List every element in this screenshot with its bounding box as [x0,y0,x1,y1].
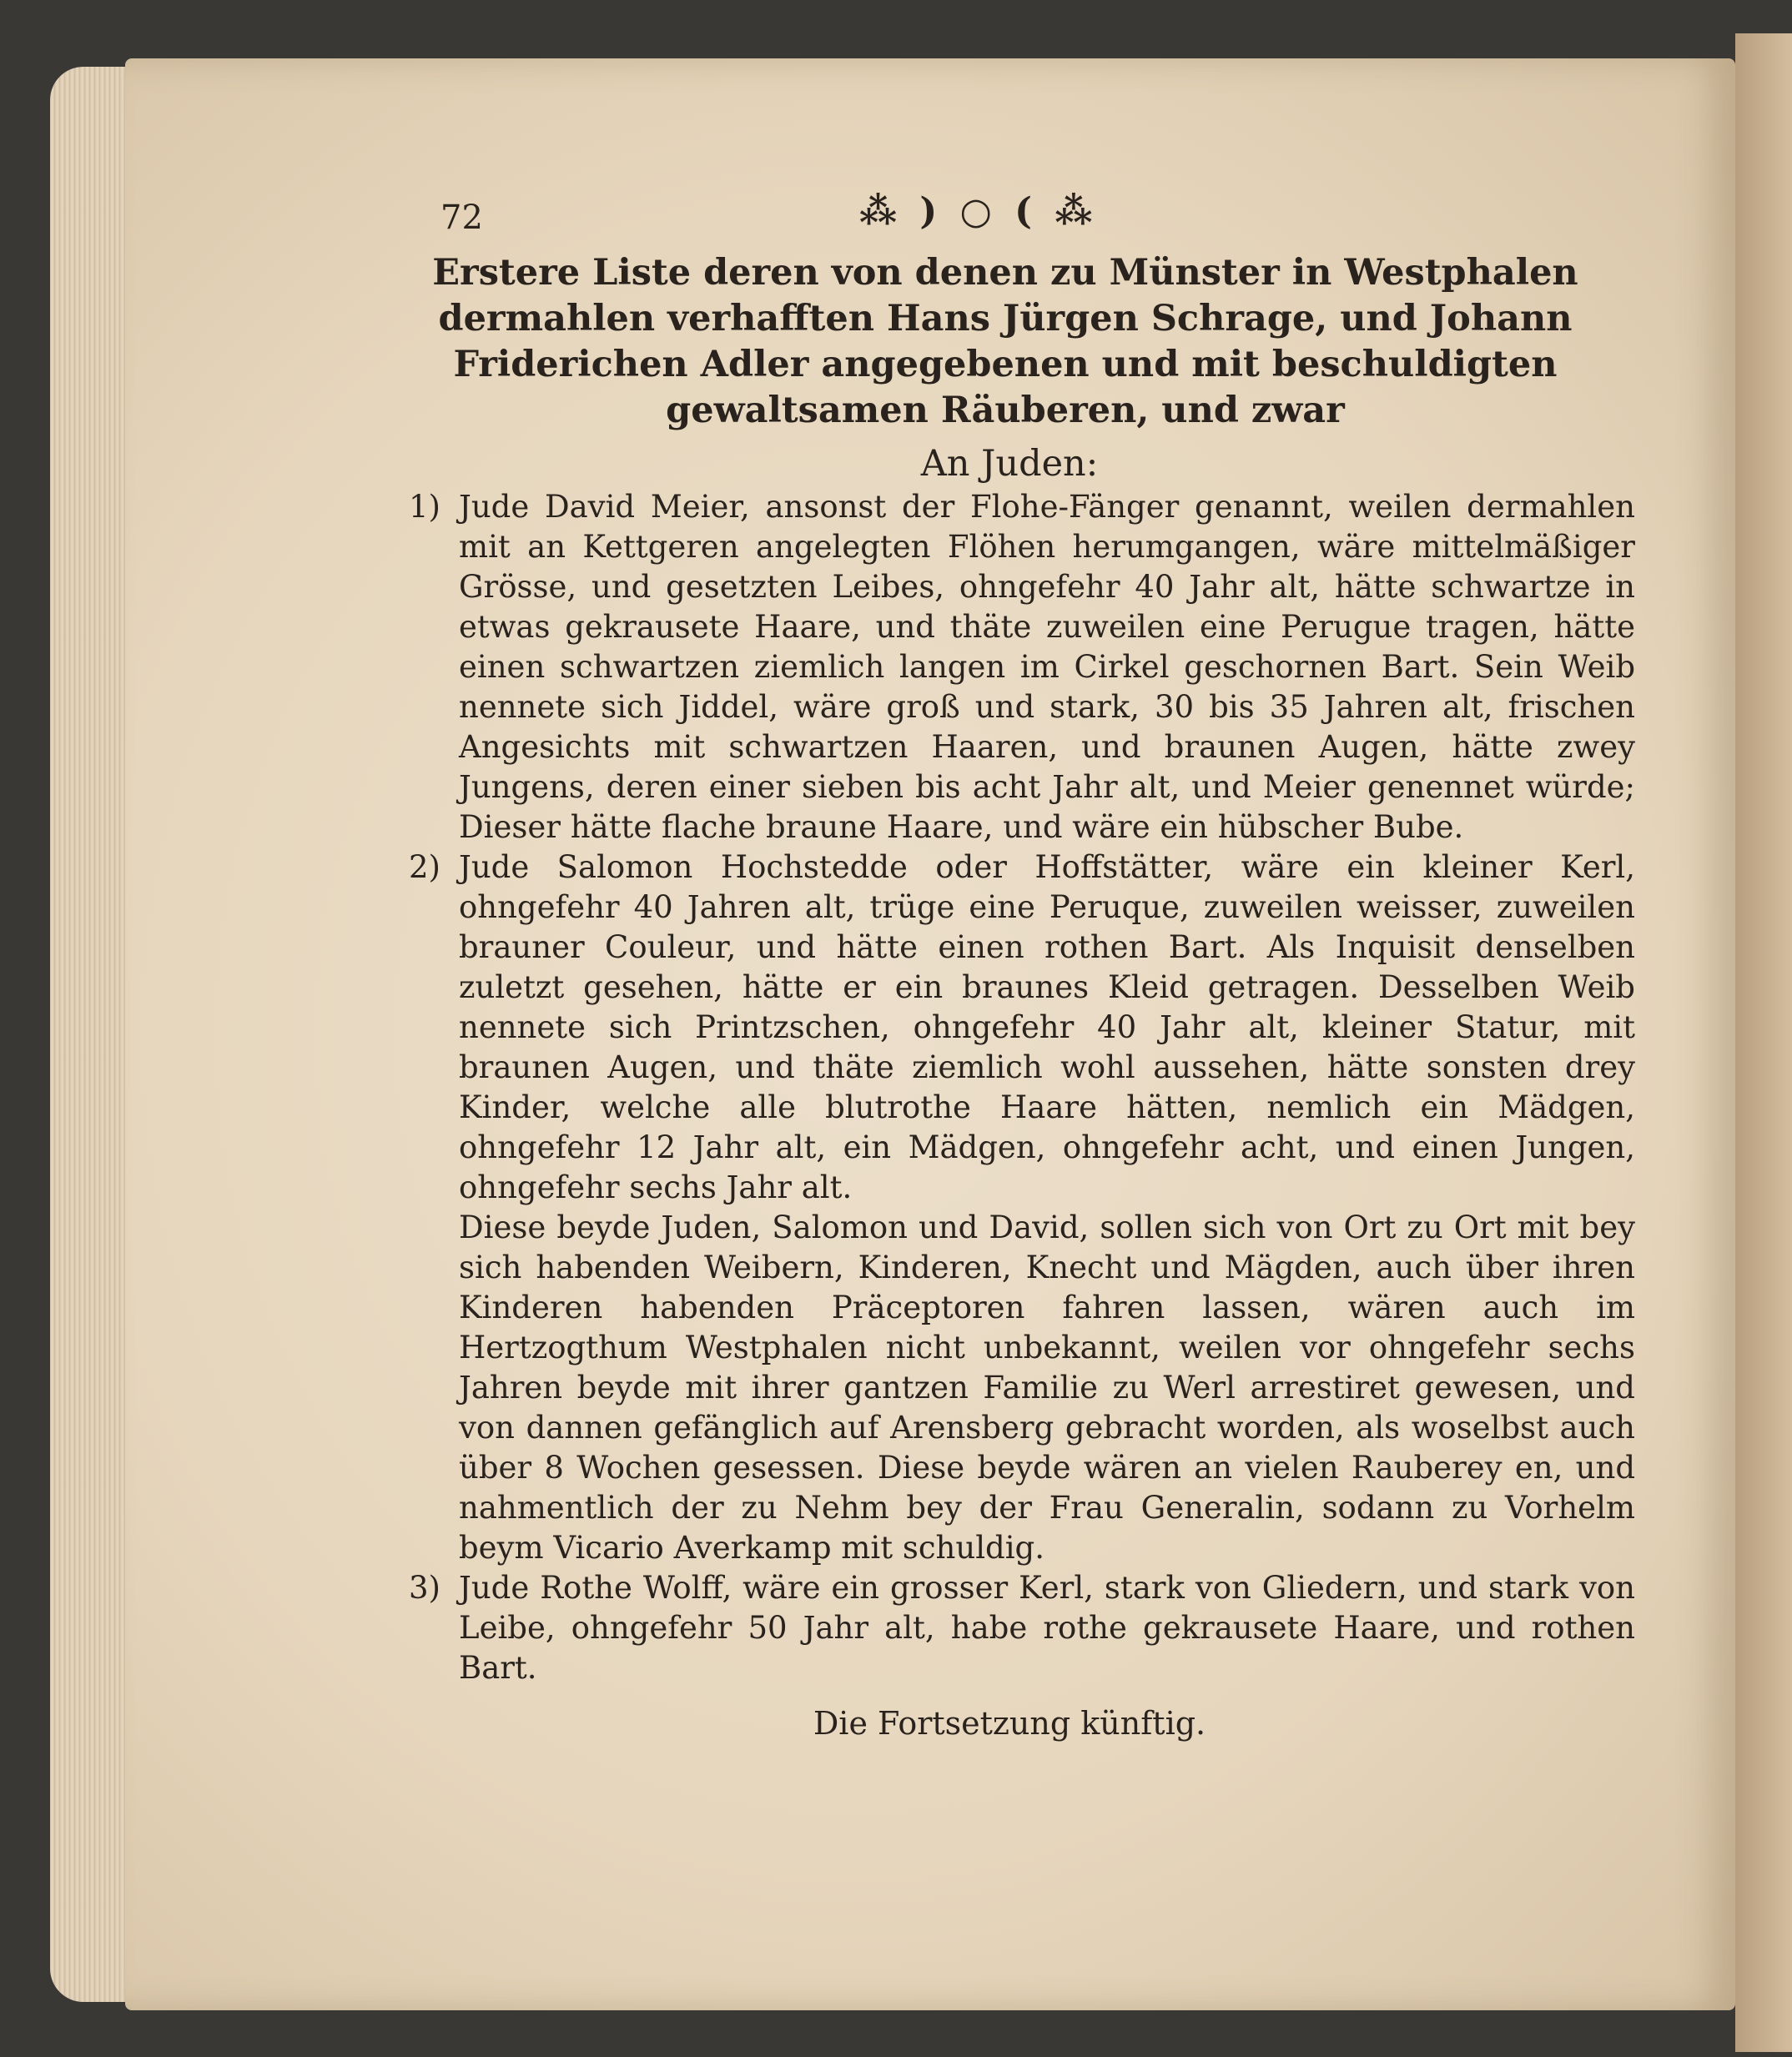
list-item [325,847,1694,1208]
list-item [325,487,1694,847]
entry-number: 3) [409,1570,440,1606]
entry-number: 1) [409,489,440,525]
facing-page-edge [1735,33,1792,2052]
section-heading: An Juden: [920,443,1099,485]
entry-text: Jude David Meier, ansonst der Flohe-Fänger genannt, weilen dermahlen mit an Kettgeren angelegten Flöhen herumgangen, wäre mittelmäßiger Grösse, und gesetzten Leibes, ohngefehr 40 Jahr alt, hätte schwartze in etwas gekrausete Haare, und thäte zuweilen eine Perugue tragen, hätte einen schwartzen ziemlich langen im Cirkel geschornen Bart. Sein Weib nennete sich Jiddel, wäre groß und stark, 30 bis 35 Jahren alt, frischen Angesichts mit schwartzen Haaren, und braunen Augen, hätte zwey Jungens, deren einer sieben bis acht Jahr alt, und Meier genennet würde; Dieser hätte flache braune Haare, und wäre ein hübscher Bube. [459,489,1635,845]
entry-text: Jude Rothe Wolff, wäre ein grosser Kerl, stark von Gliedern, und stark von Leibe, ohngefehr 50 Jahr alt, habe rothe gekrausete Haare, und rothen Bart. [459,1570,1635,1686]
closing-line: Die Fortsetzung künftig. [813,1705,1206,1742]
entry-text: Jude Salomon Hochstedde oder Hoffstätter, wäre ein kleiner Kerl, ohngefehr 40 Jahren alt, trüge eine Peruque, zuweilen weisser, zuweilen brauner Couleur, und hätte einen rothen Bart. Als Inquisit denselben zuletzt gesehen, hätte er ein braunes Kleid getragen. Desselben Weib nennete sich Printzschen, ohngefehr 40 Jahr alt, kleiner Statur, mit braunen Augen, und thäte ziemlich wohl aussehen, hätte sonsten drey Kinder, welche alle blutrothe Haare hätten, nemlich ein Mädgen, ohngefehr 12 Jahr alt, ein Mädgen, ohngefehr acht, und einen Jungen, ohngefehr sechs Jahr alt. [459,849,1635,1205]
page-title: Erstere Liste deren von denen zu Münster in Westphalen dermahlen verhafften Hans Jürgen Schrage, und Johann Friderichen Adler angegebenen und mit beschuldigten gewaltsamen Räuberen, und zwar [432,252,1578,431]
body-paragraph: Diese beyde Juden, Salomon und David, sollen sich von Ort zu Ort mit bey sich habenden Weibern, Kinderen, Knecht und Mägden, auch über ihren Kinderen habenden Präceptoren fahren lassen, wären auch im Hertzogthum Westphalen nicht unbekannt, weilen vor ohngefehr sechs Jahren beyde mit ihrer gantzen Familie zu Werl arrestiret gewesen, und von dannen gefänglich auf Arensberg gebracht worden, als woselbst auch über 8 Wochen gesessen. Diese beyde wären an vielen Rauberey en, und nahmentlich der zu Nehm bey der Frau Generalin, sodann zu Vorhelm beym Vicario Averkamp mit schuldig. [459,1210,1635,1566]
page-number: 72 [440,199,483,237]
entry-number: 2) [409,849,440,885]
running-head [325,175,1694,242]
header-ornament: ⁂ ) ○ ( ⁂ [859,190,1098,233]
list-item [325,1568,1694,1688]
page-text [325,175,1694,1747]
